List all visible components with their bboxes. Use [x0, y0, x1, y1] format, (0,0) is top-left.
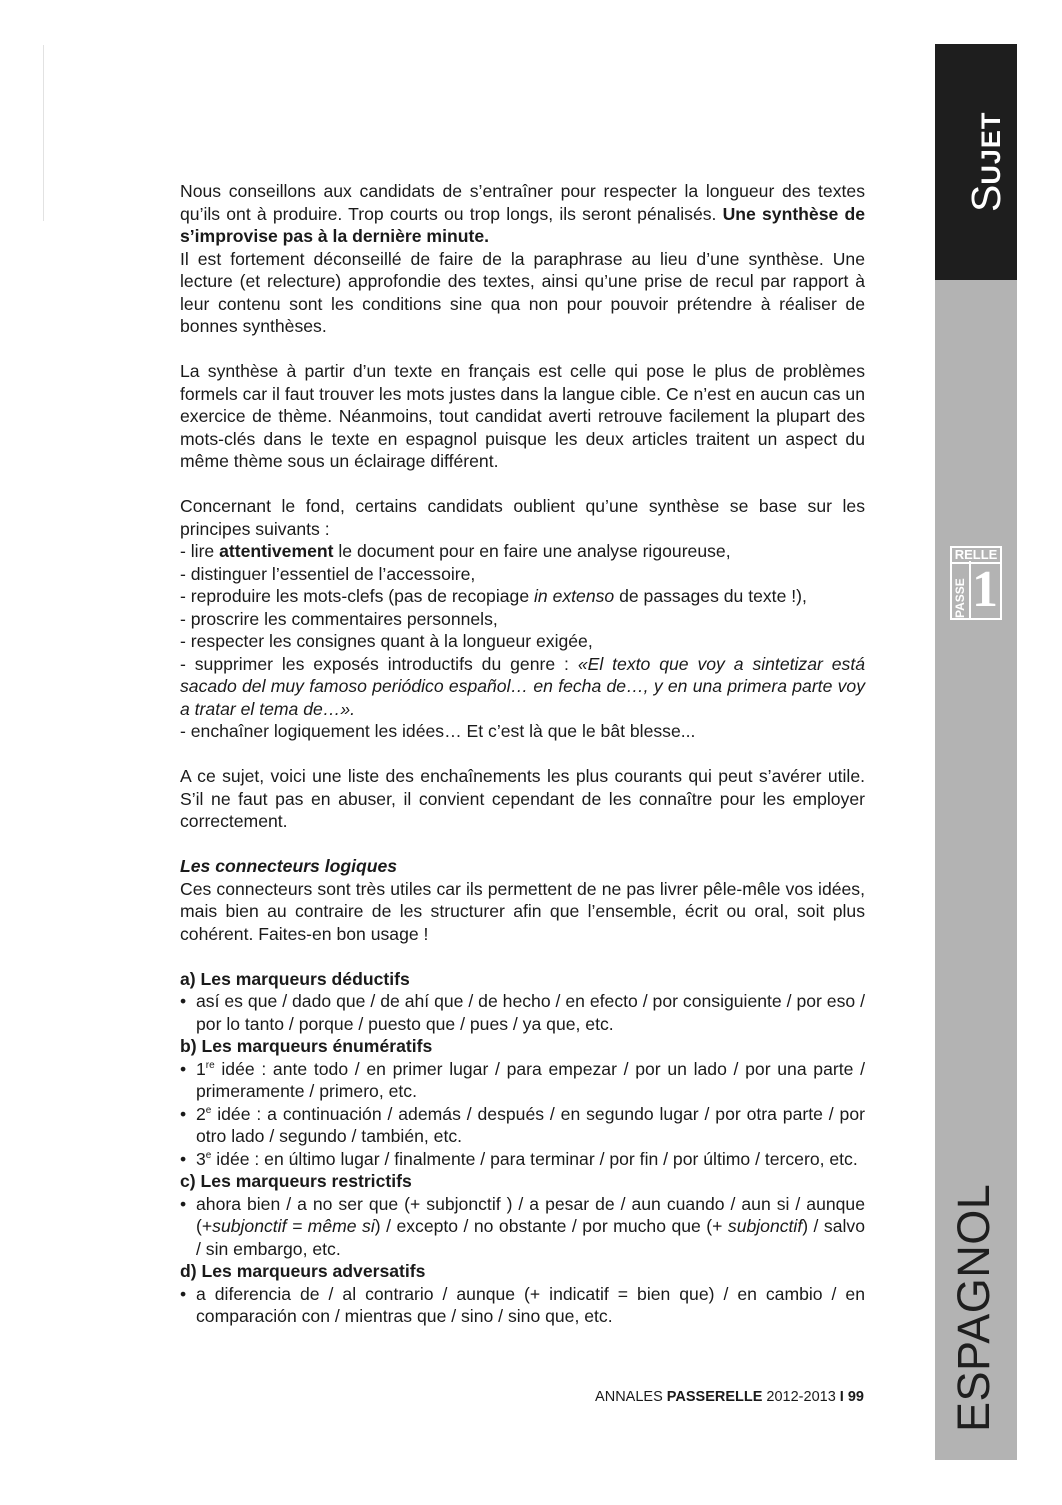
main-text — [180, 180, 865, 1328]
principles-list — [180, 540, 865, 743]
list-item: • 3e idée : en último lugar / finalmente / para terminar / por fin / por último / tercero, etc. — [180, 1148, 865, 1171]
marqueurs-heading: c) Les marqueurs restrictifs — [180, 1171, 412, 1191]
marqueurs-list — [180, 1058, 865, 1171]
paragraph: Il est fortement déconseillé de faire de la paraphrase au lieu d’une synthèse. Une lecture (et relecture) approfondie des textes, ainsi qu’une prise de recul par rapport à leur contenu sont les conditions sine qua non pour pouvoir prétendre à réaliser de bonnes synthèses. — [180, 248, 865, 336]
connecteurs-heading: Les connecteurs logiques — [180, 856, 398, 876]
paragraph: Nous conseillons aux candidats de s’entraîner pour respecter la longueur des textes qu’ils ont à produire. Trop courts ou trop longs, ils seront pénalisés. Une synthèse de s’improvise pas à la dernière minute. — [180, 181, 865, 246]
logo-top-text: RELLE — [952, 548, 1000, 564]
list-item: • a diferencia de / al contrario / aunque (+ indicatif = bien que) / en cambio / en comparación con / mientras que / sino / sino que, etc. — [180, 1283, 865, 1328]
passerelle-logo — [950, 546, 1002, 620]
list-item: - distinguer l’essentiel de l’accessoire, — [180, 563, 476, 584]
page-edge-line — [43, 45, 44, 221]
subject-label: ESPAGNOL — [948, 1183, 999, 1432]
logo-number: 1 — [969, 561, 999, 620]
list-item: • 1re idée : ante todo / en primer lugar / para empezar / por un lado / por una parte / primeramente / primero, etc. — [180, 1058, 865, 1103]
marqueurs-heading: b) Les marqueurs énumératifs — [180, 1036, 433, 1056]
page-footer: ANNALES PASSERELLE 2012-2013 I 99 — [595, 1389, 864, 1405]
list-item: - lire attentivement le document pour en faire une analyse rigoureuse, — [180, 541, 731, 561]
list-item: - reproduire les mots-clefs (pas de recopiage in extenso de passages du texte !), — [180, 586, 807, 606]
paragraph: Concernant le fond, certains candidats oublient qu’une synthèse se base sur les principes suivants : — [180, 496, 865, 539]
marqueurs-list — [180, 1193, 865, 1261]
logo-side-text: PASSE — [953, 578, 967, 618]
section-label: SUJET — [963, 111, 1009, 212]
paragraph: Ces connecteurs sont très utiles car ils permettent de ne pas livrer pêle-mêle vos idées, mais bien au contraire de les structurer afin que l’ensemble, écrit ou oral, soit plus cohérent. Faites-en bon usage ! — [180, 878, 865, 944]
list-item: - supprimer les exposés introductifs du genre : «El texto que voy a sintetizar está sacado del muy famoso periódico español… en fecha de…, y en una primera parte voy a tratar el tema de…». — [180, 653, 865, 719]
marqueurs-list — [180, 1283, 865, 1328]
list-item: - respecter les consignes quant à la longueur exigée, — [180, 631, 593, 651]
paragraph: La synthèse à partir d’un texte en français est celle qui pose le plus de problèmes formels car il faut trouver les mots justes dans la langue cible. Ce n’est en aucun cas un exercice de thème. Néanmoins, tout candidat averti retrouve facilement la plupart des mots-clés dans le texte en espagnol puisque les deux articles traitent un aspect du même thème sous un éclairage différent. — [180, 361, 865, 471]
list-item: • 2e idée : a continuación / además / después / en segundo lugar / por otra parte / por otro lado / segundo / también, etc. — [180, 1103, 865, 1148]
marqueurs-heading: a) Les marqueurs déductifs — [180, 968, 410, 989]
marqueurs-heading: d) Les marqueurs adversatifs — [180, 1261, 426, 1281]
marqueurs-list — [180, 990, 865, 1035]
list-item: - enchaîner logiquement les idées… Et c’est là que le bât blesse... — [180, 721, 696, 741]
list-item: • así es que / dado que / de ahí que / de hecho / en efecto / por consiguiente / por eso / por lo tanto / porque / puesto que / pues / ya que, etc. — [180, 990, 865, 1035]
list-item: • ahora bien / a no ser que (+ subjonctif ) / a pesar de / aun cuando / aun si / aunque (+subjonctif = même si) / excepto / no obstante / por mucho que (+ subjonctif) / salvo / sin embargo, etc. — [180, 1193, 865, 1261]
list-item: - proscrire les commentaires personnels, — [180, 608, 498, 629]
paragraph: A ce sujet, voici une liste des enchaînements les plus courants qui peut s’avérer utile. S’il ne faut pas en abuser, il convient cependant de les connaître pour les employer correctement. — [180, 766, 865, 831]
